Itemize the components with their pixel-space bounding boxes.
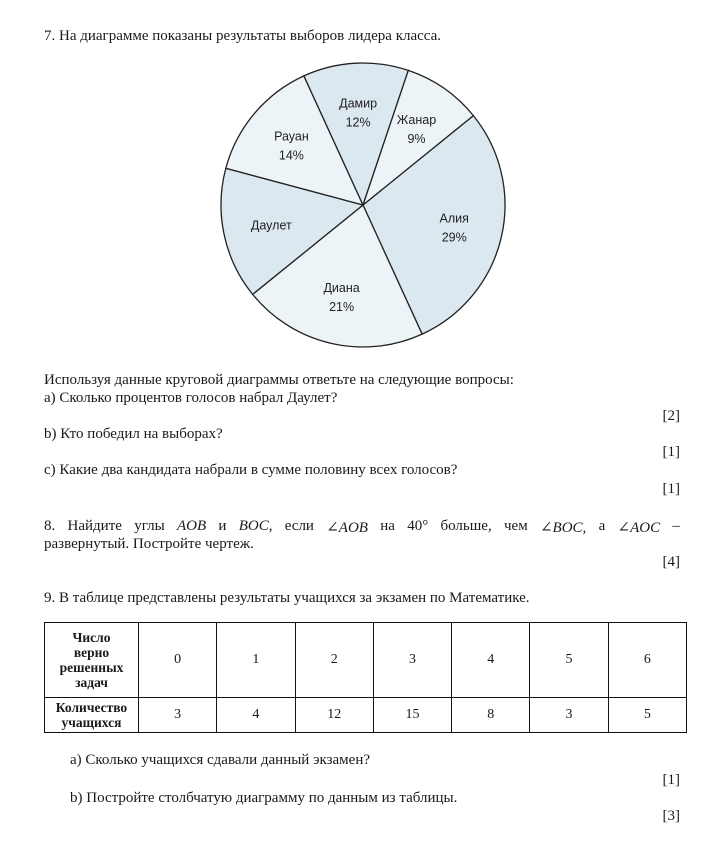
task8-word: и	[218, 518, 227, 534]
task8-word: а	[598, 518, 606, 534]
table-cell: 4	[217, 698, 295, 733]
row-header-line: задач	[75, 675, 108, 690]
row-header-students	[45, 698, 139, 733]
pie-label-5: Жанар	[396, 113, 437, 128]
pie-svg	[218, 60, 508, 350]
pie-chart	[218, 60, 508, 350]
task8-word: AOB	[176, 518, 207, 534]
task8-word: BOC,	[238, 518, 273, 534]
task8-word: –	[672, 518, 680, 534]
task8-word: на	[380, 518, 395, 534]
row-header-tasks	[45, 623, 139, 698]
task7-mark-c: [1]	[662, 481, 680, 497]
task9-question-b: b) Постройте столбчатую диаграмму по данным из таблицы.	[70, 790, 458, 806]
table-cell: 0	[139, 623, 217, 698]
table-row	[45, 698, 687, 733]
task8-line1	[44, 518, 680, 537]
pie-value-0: 29%	[441, 230, 467, 245]
table-cell: 5	[608, 698, 686, 733]
table-cell: 2	[295, 623, 373, 698]
table-cell: 6	[608, 623, 686, 698]
task7-mark-a: [2]	[662, 408, 680, 424]
results-table	[44, 622, 687, 733]
table-cell: 3	[530, 698, 608, 733]
task9-question-a: a) Сколько учащихся сдавали данный экзамен?	[70, 752, 371, 768]
pie-label-2: Даулет	[250, 218, 292, 233]
task8-word: углы	[134, 518, 165, 534]
table-cell: 15	[373, 698, 451, 733]
task7-intro: Используя данные круговой диаграммы ответьте на следующие вопросы:	[44, 372, 514, 388]
row-header-line: учащихся	[61, 715, 122, 730]
task7-question-b: b) Кто победил на выборах?	[44, 426, 223, 442]
table-cell: 5	[530, 623, 608, 698]
task7-mark-b: [1]	[662, 444, 680, 460]
row-header-line: Число	[72, 630, 111, 645]
pie-value-1: 21%	[329, 300, 355, 315]
row-header-line: верно	[73, 645, 110, 660]
task7-question-a: a) Сколько процентов голосов набрал Даулет?	[44, 390, 338, 406]
table-cell: 12	[295, 698, 373, 733]
task7-question-c: c) Какие два кандидата набрали в сумме половину всех голосов?	[44, 462, 458, 478]
task8-word: ∠AOC	[617, 520, 661, 536]
pie-value-3: 14%	[278, 148, 304, 163]
pie-label-0: Алия	[439, 211, 469, 226]
row-header-line: Количество	[55, 700, 128, 715]
pie-value-5: 9%	[407, 132, 426, 147]
task8-word: 8.	[44, 518, 56, 534]
pie-label-1: Диана	[323, 281, 360, 296]
table-cell: 4	[452, 623, 530, 698]
task9-mark-a: [1]	[662, 772, 680, 788]
task8-mark: [4]	[662, 554, 680, 570]
table-cell: 8	[452, 698, 530, 733]
table-cell: 3	[139, 698, 217, 733]
pie-label-4: Дамир	[339, 96, 378, 111]
task8-word: чем	[504, 518, 528, 534]
task8-word: Найдите	[67, 518, 122, 534]
row-header-line: решенных	[59, 660, 124, 675]
task8-line2: развернутый. Постройте чертеж.	[44, 536, 254, 552]
task9-heading: 9. В таблице представлены результаты учащихся за экзамен по Математике.	[44, 590, 530, 606]
task8-word: ∠BOC,	[539, 520, 587, 536]
pie-label-3: Рауан	[274, 129, 309, 144]
task8-word: если	[284, 518, 314, 534]
task7-heading: 7. На диаграмме показаны результаты выборов лидера класса.	[44, 28, 442, 44]
table-row	[45, 623, 687, 698]
task8-word: 40°	[407, 518, 429, 534]
table-cell: 3	[373, 623, 451, 698]
pie-value-4: 12%	[345, 115, 371, 130]
task9-mark-b: [3]	[662, 808, 680, 824]
table-cell: 1	[217, 623, 295, 698]
task8-word: больше,	[440, 518, 492, 534]
task8-word: ∠AOB	[326, 520, 368, 536]
